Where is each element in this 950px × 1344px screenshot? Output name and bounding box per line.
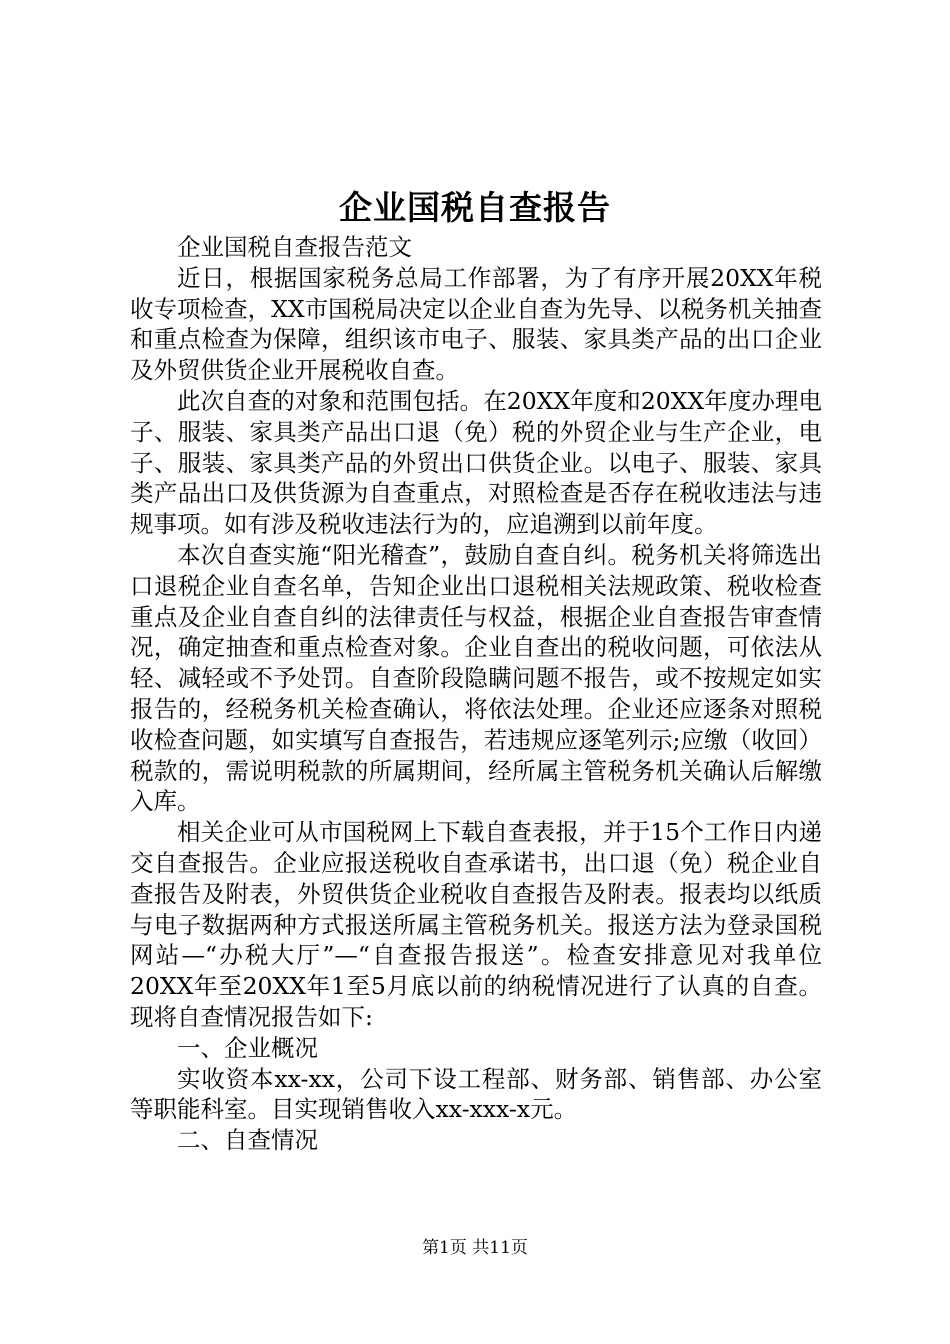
page-number: 第1页 共11页 bbox=[422, 1238, 528, 1258]
paragraph-subtitle: 企业国税自查报告范文 bbox=[177, 233, 412, 261]
paragraph: 实收资本xx-xx，公司下设工程部、财务部、销售部、办公室等职能科室。目实现销售收入xx-xxx-x元。 bbox=[130, 1064, 822, 1124]
paragraph: 此次自查的对象和范围包括。在20XX年度和20XX年度办理电子、服装、家具类产品出口退（免）税的外贸企业与生产企业，电子、服装、家具类产品的外贸出口供货企业。以电子、服装、家具类产品出口及供货源为自查重点，对照检查是否存在税收违法与违规事项。如有涉及税收违法行为的，应追溯到以前年度。 bbox=[130, 386, 822, 539]
section-heading: 一、企业概况 bbox=[177, 1033, 318, 1062]
section-heading: 二、自查情况 bbox=[177, 1126, 318, 1155]
paragraph: 近日，根据国家税务总局工作部署，为了有序开展20XX年税收专项检查，XX市国税局决定以企业自查为先导、以税务机关抽查和重点检查为保障，组织该市电子、服装、家具类产品的出口企业及外贸供货企业开展税收自查。 bbox=[130, 263, 822, 385]
document-body bbox=[130, 232, 822, 1156]
document-title: 企业国税自查报告 bbox=[339, 188, 611, 227]
paragraph: 本次自查实施“阳光稽查”，鼓励自查自纠。税务机关将筛选出口退税企业自查名单，告知企业出口退税相关法规政策、税收检查重点及企业自查自纠的法律责任与权益，根据企业自查报告审查情况，确定抽查和重点检查对象。企业自查出的税收问题，可依法从轻、减轻或不予处罚。自查阶段隐瞒问题不报告，或不按规定如实报告的，经税务机关检查确认，将依法处理。企业还应逐条对照税收检查问题，如实填写自查报告，若违规应逐笔列示;应缴（收回）税款的，需说明税款的所属期间，经所属主管税务机关确认后解缴入库。 bbox=[130, 540, 822, 816]
paragraph: 相关企业可从市国税网上下载自查表报，并于15个工作日内递交自查报告。企业应报送税收自查承诺书，出口退（免）税企业自查报告及附表，外贸供货企业税收自查报告及附表。报表均以纸质与电子数据两种方式报送所属主管税务机关。报送方法为登录国税网站—“办税大厅”—“自查报告报送”。检查安排意见对我单位20XX年至20XX年1至5月底以前的纳税情况进行了认真的自查。现将自查情况报告如下: bbox=[130, 818, 822, 1031]
